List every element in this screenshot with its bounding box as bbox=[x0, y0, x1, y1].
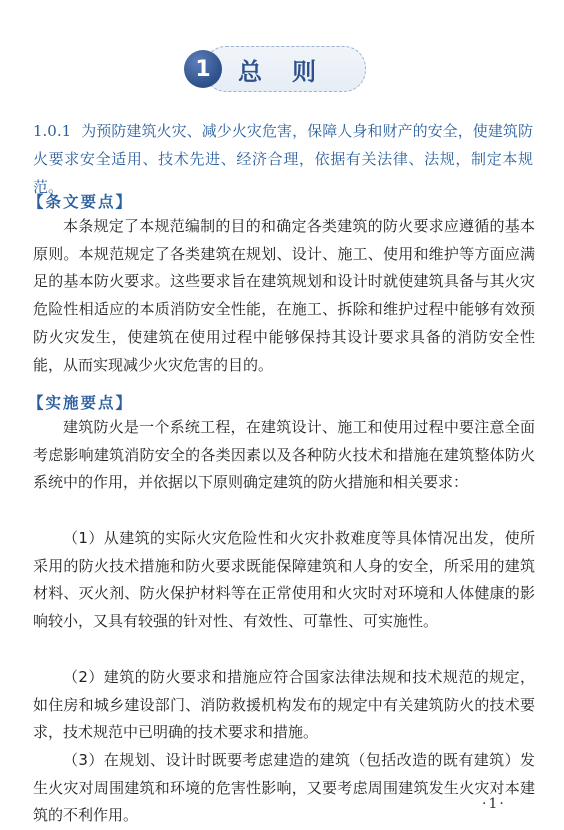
clause-text: 为预防建筑火灾、减少火灾危害，保障人身和财产的安全，使建筑防火要求安全适用、技术先进、经济合理，依据有关法律、法规，制定本规范。 bbox=[33, 122, 533, 196]
implementation-intro: 建筑防火是一个系统工程，在建筑设计、施工和使用过程中要注意全面考虑影响建筑消防安全的各类因素以及各种防火技术和措施在建筑整体防火系统中的作用，并依据以下原则确定建筑的防火措施和相关要求： bbox=[33, 418, 535, 492]
key-points-heading: 【条文要点】 bbox=[28, 192, 134, 211]
implementation-heading: 【实施要点】 bbox=[28, 393, 134, 412]
clause-1-0-1 bbox=[33, 117, 533, 201]
chapter-number-badge: 1 bbox=[184, 50, 222, 88]
page-number: ·1· bbox=[482, 796, 506, 812]
implementation-item-2: （2）建筑的防火要求和措施应符合国家法律法规和技术规范的规定，如住房和城乡建设部门、消防救援机构发布的规定中有关建筑防火的技术要求，技术规范中已明确的技术要求和措施。 bbox=[33, 668, 535, 742]
key-points-paragraph: 本条规定了本规范编制的目的和确定各类建筑的防火要求应遵循的基本原则。本规范规定了各类建筑在规划、设计、施工、使用和维护等方面应满足的基本防火要求。这些要求旨在建筑规划和设计时就使建筑具备与其火灾危险性相适应的本质消防安全性能，在施工、拆除和维护过程中能够有效预防火灾发生，使建筑在使用过程中能够保持其设计要求具备的消防安全性能，从而实现减少火灾危害的目的。 bbox=[33, 217, 535, 374]
chapter-title: 总则 bbox=[238, 57, 346, 86]
implementation-item-1: （1）从建筑的实际火灾危险性和火灾扑救难度等具体情况出发，使所采用的防火技术措施和防火要求既能保障建筑和人身的安全，所采用的建筑材料、灭火剂、防火保护材料等在正常使用和火灾时对环境和人体健康的影响较小，又具有较强的针对性、有效性、可靠性、可实施性。 bbox=[33, 529, 535, 631]
chapter-heading bbox=[176, 44, 374, 94]
clause-id: 1.0.1 bbox=[33, 122, 72, 140]
implementation-item-3: （3）在规划、设计时既要考虑建造的建筑（包括改造的既有建筑）发生火灾对周围建筑和环境的危害性影响，又要考虑周围建筑发生火灾对本建筑的不利作用。 bbox=[33, 751, 535, 825]
